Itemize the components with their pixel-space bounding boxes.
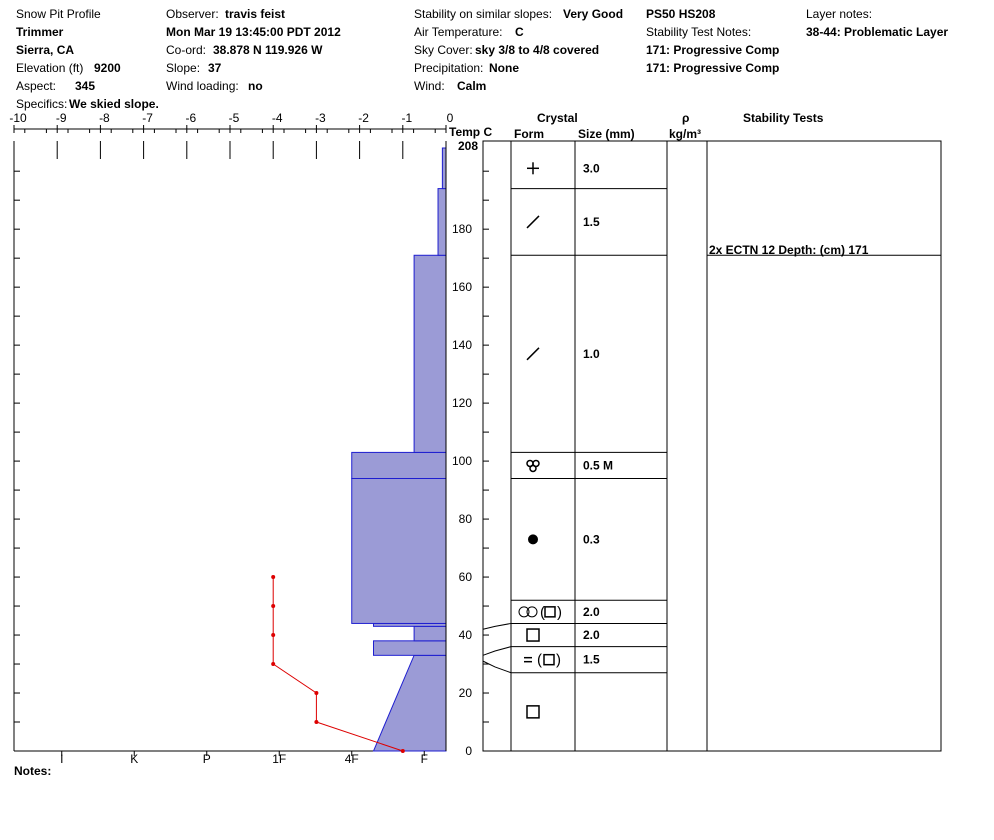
observer-label: Observer: [166,7,219,21]
hardness-layer [374,655,447,751]
temp-tick-label: -10 [9,111,27,125]
crystal-size-label: 0.5 M [583,458,614,473]
temp-tick-label: 0 [446,111,454,125]
hardness-layer [352,452,446,478]
hardness-layer [374,641,447,655]
paren-open-icon: ( [537,651,542,669]
form-column-header: Form [514,127,544,141]
stability-tests-header: Stability Tests [743,111,824,125]
profile-title: Snow Pit Profile [16,7,101,21]
height-tick-label: 60 [458,570,472,585]
layer-connector [483,661,511,673]
paren-close-icon: ) [556,651,561,669]
density-unit: kg/m³ [669,127,702,141]
density-symbol: ρ [682,111,690,125]
temperature-point [314,691,318,695]
datetime: Mon Mar 19 13:45:00 PDT 2012 [166,25,341,39]
ps-code: PS50 HS208 [646,7,716,21]
paren-close-icon: ) [557,603,562,621]
hardness-tick-label: 1F [272,752,287,766]
height-top-label: 208 [458,139,479,153]
crystal-table-frame [483,141,941,751]
layer-note: 38-44: Problematic Layer [806,25,949,39]
aspect-value: 345 [75,79,96,93]
temp-tick-label: -8 [99,111,110,125]
height-tick-label: 160 [451,280,472,295]
observer-value: travis feist [225,7,286,21]
coord-value: 38.878 N 119.926 W [213,43,323,57]
crystal-size-label: 1.5 [583,214,600,229]
hardness-layer [414,626,446,640]
aspect-label: Aspect: [16,79,57,93]
wind-label: Wind: [414,79,445,93]
rounded-grain-icon [528,534,538,544]
stability-test-result: 2x ECTN 12 Depth: (cm) 171 [709,243,869,257]
stability-note: 171: Progressive Comp [646,61,780,75]
location-name: Trimmer [16,25,64,39]
decomposed-crystal-icon [527,216,539,228]
height-tick-label: 180 [451,222,472,237]
faceted-crystal-icon [527,706,539,718]
specifics-value: We skied slope. [69,97,159,111]
elevation-label: Elevation (ft) [16,61,84,75]
sky-value: sky 3/8 to 4/8 covered [475,43,600,57]
specifics-label: Specifics: [16,97,68,111]
crystal-size-label: 0.3 [583,532,600,547]
crystal-column-header: Crystal [537,111,578,125]
height-tick-label: 40 [458,628,472,643]
crystal-size-label: 3.0 [583,161,600,176]
air-temp-label: Air Temperature: [414,25,503,39]
crystal-size-label: 1.0 [583,346,600,361]
temperature-point [271,633,275,637]
wind-value: Calm [457,79,487,93]
stability-label: Stability on similar slopes: [414,7,553,21]
temp-tick-label: -2 [358,111,369,125]
faceted-crystal-icon [544,655,554,665]
height-tick-label: 100 [451,454,472,469]
height-tick-label: 0 [465,744,472,758]
height-tick-label: 80 [458,512,472,527]
rimed-crystal-icon [530,465,536,471]
coord-label: Co-ord: [166,43,207,57]
hardness-layer [442,148,446,189]
stability-notes-label: Stability Test Notes: [646,25,752,39]
hardness-tick-label: P [202,752,211,766]
temperature-point [314,720,318,724]
hardness-tick-label: I [60,752,64,766]
elevation-value: 9200 [94,61,121,75]
hardness-layer [352,478,446,623]
temperature-point [271,662,275,666]
hardness-tick-label: F [420,752,428,766]
paren-open-icon: ( [540,603,545,621]
precip-value: None [489,61,519,75]
stability-value: Very Good [563,7,624,21]
temperature-point [271,604,275,608]
slope-value: 37 [208,61,222,75]
crystal-size-label: 2.0 [583,628,600,643]
wind-loading-label: Wind loading: [166,79,239,93]
temp-column-header: Temp C [449,125,493,139]
size-column-header: Size (mm) [578,127,635,141]
temp-tick-label: -3 [315,111,326,125]
temp-tick-label: -5 [228,111,240,125]
hardness-tick-label: 4F [344,752,359,766]
crystal-size-label: 1.5 [583,652,600,667]
temp-tick-label: -9 [55,111,67,125]
layer-connector [483,647,511,656]
temperature-point [271,575,275,579]
height-tick-label: 20 [458,686,472,701]
faceted-crystal-icon [545,607,555,617]
decomposed-crystal-icon [527,348,539,360]
layer-connector [483,623,511,629]
wind-loading-value: no [248,79,263,93]
height-tick-label: 120 [451,396,472,411]
temp-tick-label: -1 [401,111,413,125]
height-tick-label: 140 [451,338,472,353]
sky-label: Sky Cover: [414,43,473,57]
temperature-point [401,749,405,753]
faceted-crystal-icon [527,629,539,641]
precip-label: Precipitation: [414,61,484,75]
temp-tick-label: -7 [142,111,153,125]
notes-label: Notes: [14,764,52,778]
stability-note: 171: Progressive Comp [646,43,780,57]
air-temp-value: C [515,25,524,39]
temp-tick-label: -6 [185,111,197,125]
hardness-layer [414,255,446,452]
hardness-layer [438,189,446,256]
region: Sierra, CA [16,43,75,57]
slope-label: Slope: [166,61,201,75]
layer-notes-label: Layer notes: [806,7,873,21]
hardness-tick-label: K [130,752,139,766]
temp-tick-label: -4 [271,111,283,125]
crystal-size-label: 2.0 [583,604,600,619]
